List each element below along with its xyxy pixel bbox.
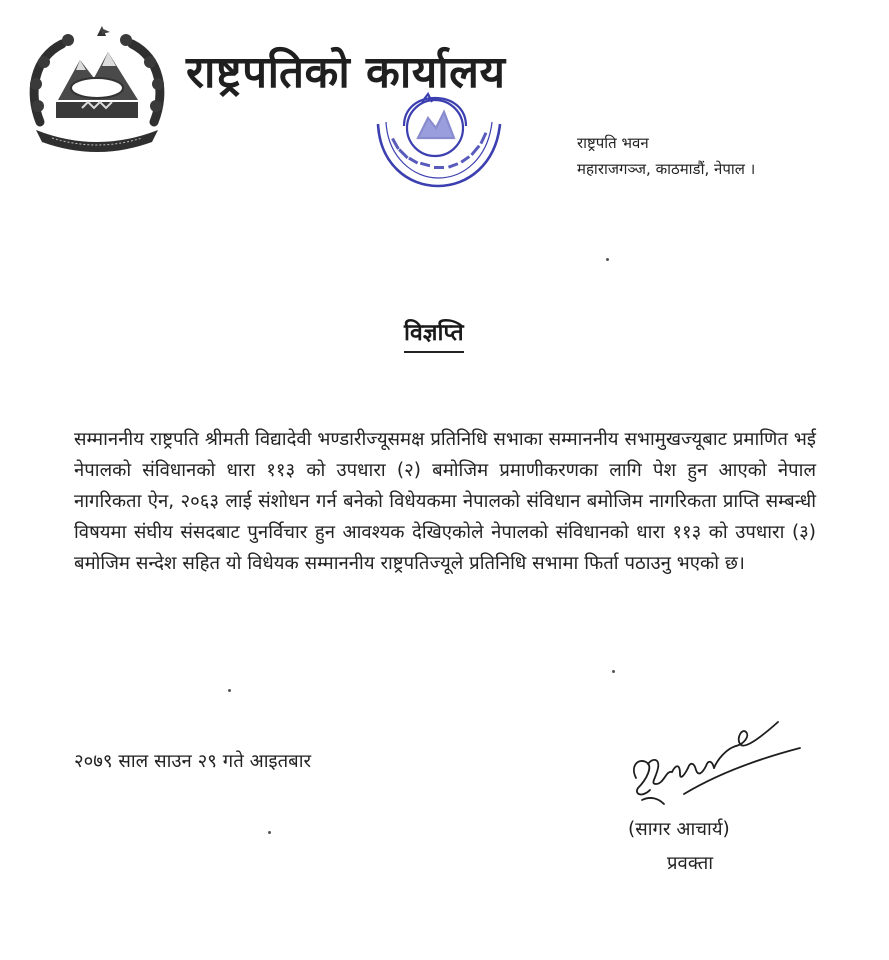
notice-body: सम्माननीय राष्ट्रपति श्रीमती विद्यादेवी भण्डारीज्यूसमक्ष प्रतिनिधि सभाका सम्माननीय सभामुखज्यूबाट प्रमाणित भई नेपालको संविधानको धारा ११३ को उपधारा (२) बमोजिम प्रमाणीकरणका लागि पेश हुन आएको नेपाल नागरिकता ऐन, २०६३ लाई संशोधन गर्न बनेको विधेयकमा नेपालको संविधान बमोजिम नागरिकता प्राप्ति सम्बन्धी विषयमा संघीय संसदबाट पुनर्विचार हुन आवश्यक देखिएकोले नेपालको संविधानको धारा ११३ को उपधारा (३) बमोजिम सन्देश सहित यो विधेयक सम्माननीय राष्ट्रपतिज्यूले प्रतिनिधि सभामा फिर्ता पठाउनु भएको छ। (74, 429, 816, 574)
nepal-coat-of-arms-icon (22, 22, 172, 152)
signer-name: (सागर आचार्य) (628, 819, 730, 840)
notice-date: २०७९ साल साउन २९ गते आइतबार (74, 751, 312, 772)
paper-speck (612, 670, 615, 673)
office-title: राष्ट्रपतिको कार्यालय (186, 47, 506, 98)
signer-title: प्रवक्ता (667, 853, 714, 874)
address-line-2: महाराजगञ्ज, काठमाडौं, नेपाल । (577, 160, 756, 178)
notice-heading: विज्ञप्ति (404, 318, 464, 353)
office-seal-stamp-icon (358, 84, 513, 196)
office-address (577, 130, 755, 182)
paper-speck (268, 831, 271, 834)
paper-speck (606, 258, 609, 261)
handwritten-signature-icon (624, 718, 804, 828)
paper-speck (228, 689, 231, 692)
address-line-1: राष्ट्रपति भवन (577, 134, 649, 152)
